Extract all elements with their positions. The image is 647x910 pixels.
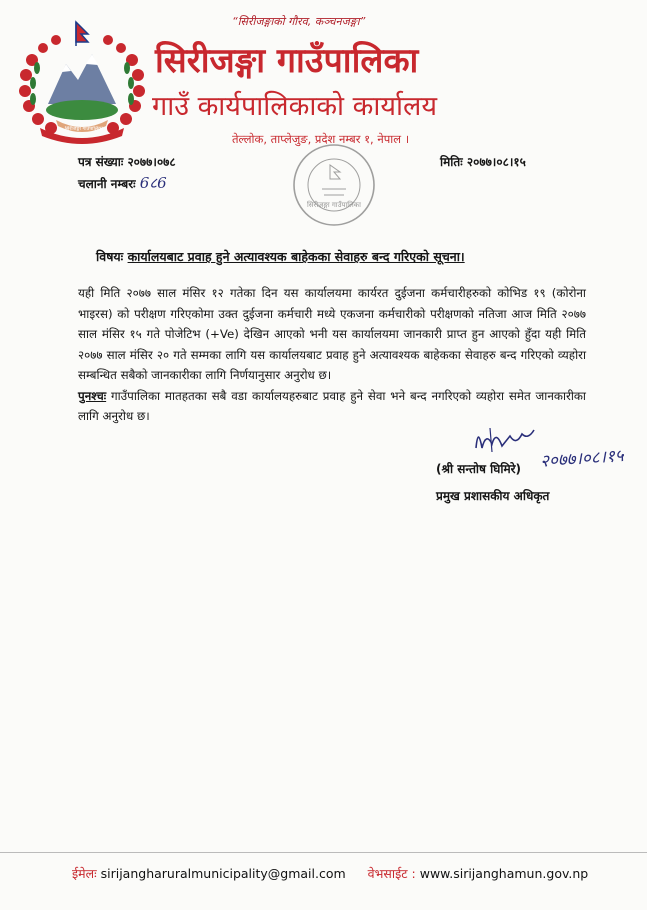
letter-date-value: २०७७।०८।१५ [466,155,526,169]
subject-text: कार्यालयबाट प्रवाह हुने अत्यावश्यक बाहेकका सेवाहरु बन्द गरिएको सूचना। [127,249,465,264]
letter-body [78,283,586,427]
motto: “सिरीजङ्गाको गौरव, कञ्चनजङ्गा” [232,15,366,28]
dispatch-number-value: 6८6 [139,174,167,192]
email-label: ईमेलः [72,866,97,881]
emblem-ribbon-text: सिरीजङ्गा गाउँपालिका [64,126,104,132]
office-subtitle: गाउँ कार्यपालिकाको कार्यालय [152,91,437,122]
letter-number-value: २०७७।०७८ [127,155,176,169]
office-address: तेल्लोक, ताप्लेजुङ, प्रदेश नम्बर १, नेपाल । [232,132,410,146]
note-label: पुनश्चः [78,388,107,403]
signer-name: (श्री सन्तोष घिमिरे) [436,462,522,476]
letter-number-label: पत्र संख्याः [78,155,124,169]
subject-line [96,248,465,265]
letter-date-label: मितिः [440,155,463,169]
stamp-text: सिरीजङ्गा गाउँपालिका [306,201,361,209]
signer-designation: प्रमुख प्रशासकीय अधिकृत [436,489,550,503]
handwritten-sign-date: २०७७।०८।१५ [539,446,625,472]
website-url: www.sirijanghamun.gov.np [419,866,589,881]
handwritten-signature [470,422,540,458]
letter-date [440,153,526,170]
email-address: sirijangharuralmunicipality@gmail.com [100,866,346,881]
letter-number [78,153,176,170]
office-name: सिरीजङ्गा गाउँपालिका [155,41,419,81]
dispatch-number [78,173,167,193]
website-label: वेभसाईट : [367,866,416,881]
official-stamp [284,135,384,235]
subject-label: विषयः [96,249,124,264]
note-text: गाउँपालिका मातहतका सबै वडा कार्यालयहरुबाट प्रवाह हुने सेवा भने बन्द नगरिएको व्यहोरा समेत जानकारीका लागि अनुरोध छ। [78,388,586,423]
footer-contact [72,865,606,882]
body-note [78,386,586,427]
footer-divider [0,852,647,853]
municipality-emblem [18,20,146,144]
dispatch-number-label: चलानी नम्बरः [78,177,136,191]
body-paragraph: यही मिति २०७७ साल मंसिर १२ गतेका दिन यस कार्यालयमा कार्यरत दुईजना कर्मचारीहरुको कोभिड १९ (कोरोना भाइरस) को परीक्षण गरिएकोमा उक्त दुईजना कर्मचारी मध्ये एकजना कर्मचारीको परीक्षणको नतिजा आज मिति २०७७ साल मंसिर १५ गते पोजेटिभ (+Ve) देखिन आएको भनी यस कार्यालयमा जानकारी प्राप्त हुन आएको हुँदा यही मिति २०७७ साल मंसिर २० गते सम्मका लागि यस कार्यालयबाट प्रवाह हुने अत्यावश्यक बाहेकका सेवाहरु बन्द गरिएको व्यहोरा सम्बन्धित सबैको जानकारीका लागि निर्णयानुसार अनुरोध छ। [78,286,586,382]
